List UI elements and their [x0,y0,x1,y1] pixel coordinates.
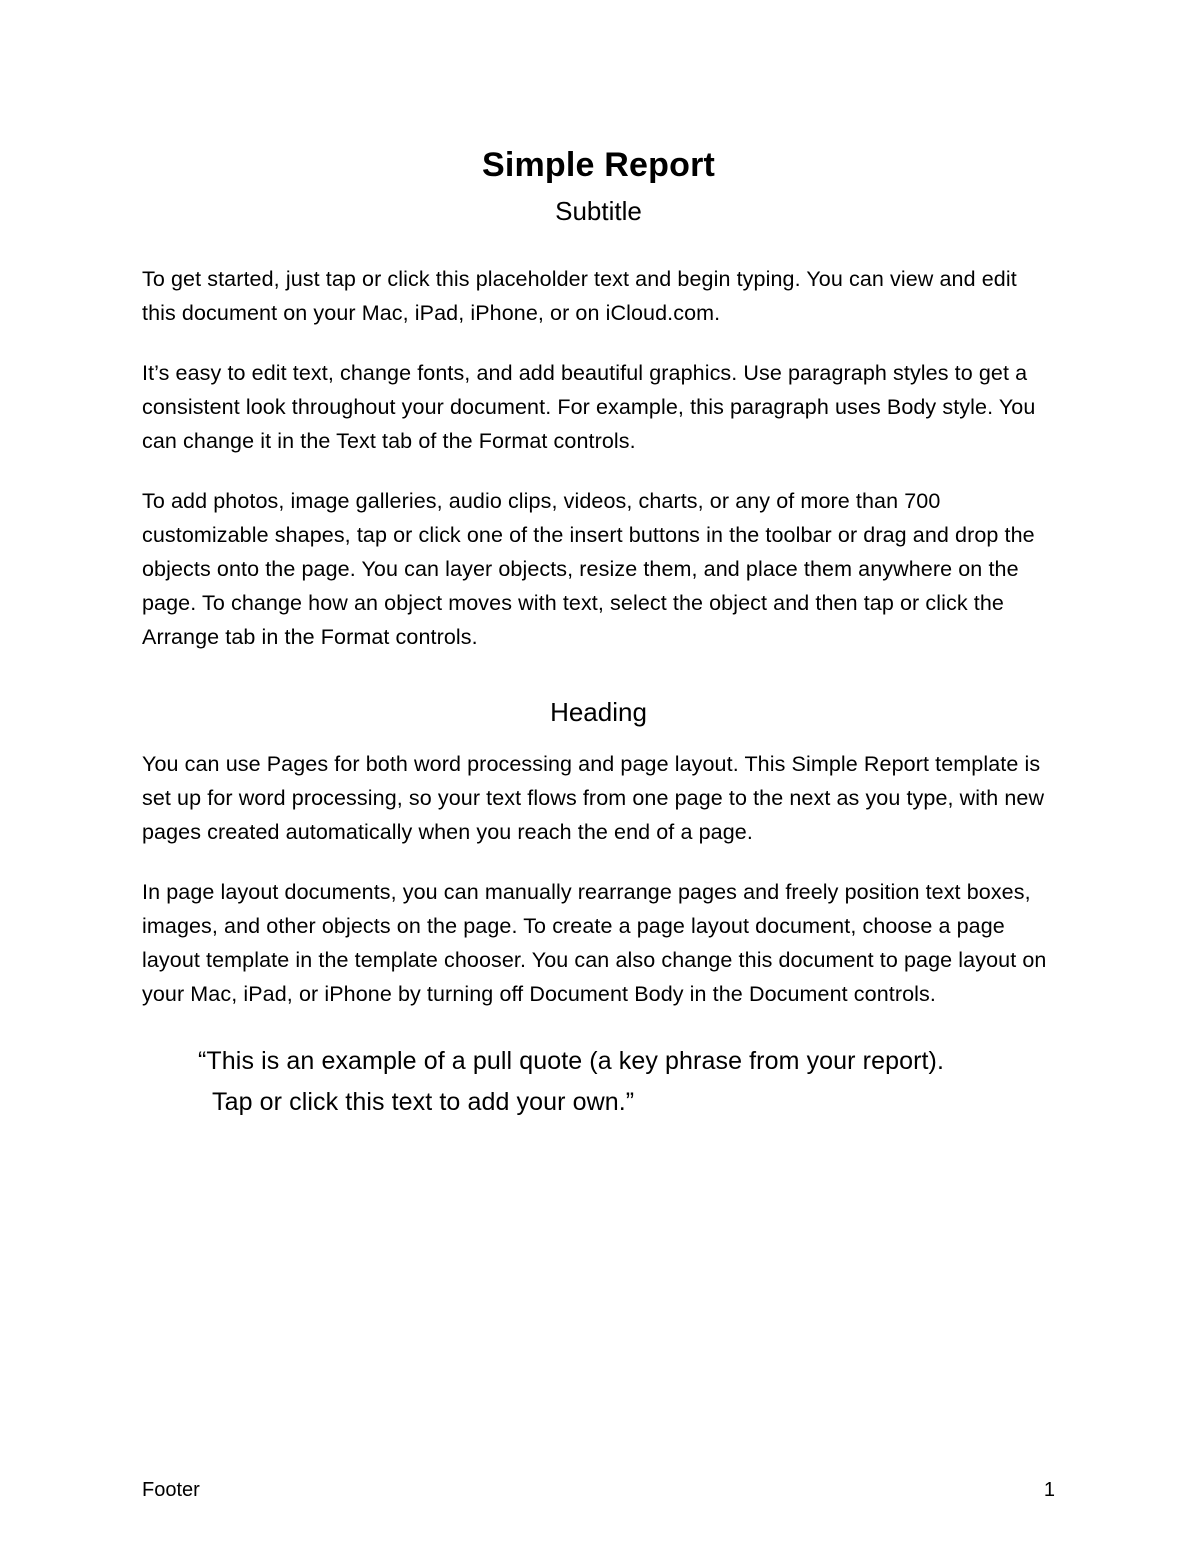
page-number[interactable]: 1 [1043,1479,1055,1501]
body-paragraph-2[interactable]: It’s easy to edit text, change fonts, and add beautiful graphics. Use paragraph styles to get a consistent look throughout your document. For example, this paragraph uses Body style. You can change it in the Text tab of the Format controls. [142,361,1036,453]
page-footer [142,1478,1055,1502]
document-title[interactable]: Simple Report [481,146,716,184]
document-subtitle[interactable]: Subtitle [555,196,642,226]
body-paragraph-5[interactable]: In page layout documents, you can manually rearrange pages and freely position text boxes, images, and other objects on the page. To create a page layout document, choose a page layout template in the template chooser. You can also change this document to page layout on your Mac, iPad, or iPhone by turning off Document Body in the Document controls. [142,880,1047,1006]
footer-text[interactable]: Footer [142,1479,200,1501]
section-heading[interactable]: Heading [550,697,647,727]
body-paragraph-3[interactable]: To add photos, image galleries, audio clips, videos, charts, or any of more than 700 customizable shapes, tap or click one of the insert buttons in the toolbar or drag and drop the objects onto the page. You can layer objects, resize them, and place them anywhere on the page. To change how an object moves with text, select the object and then tap or click the Arrange tab in the Format controls. [142,489,1035,649]
body-paragraph-1[interactable]: To get started, just tap or click this placeholder text and begin typing. You can view and edit this document on your Mac, iPad, iPhone, or on iCloud.com. [142,267,1017,325]
body-paragraph-4[interactable]: You can use Pages for both word processing and page layout. This Simple Report template is set up for word processing, so your text flows from one page to the next as you type, with new pages created automatically when you reach the end of a page. [142,752,1045,844]
pull-quote[interactable]: “This is an example of a pull quote (a key phrase from your report). Tap or click this text to add your own.” [198,1047,945,1116]
